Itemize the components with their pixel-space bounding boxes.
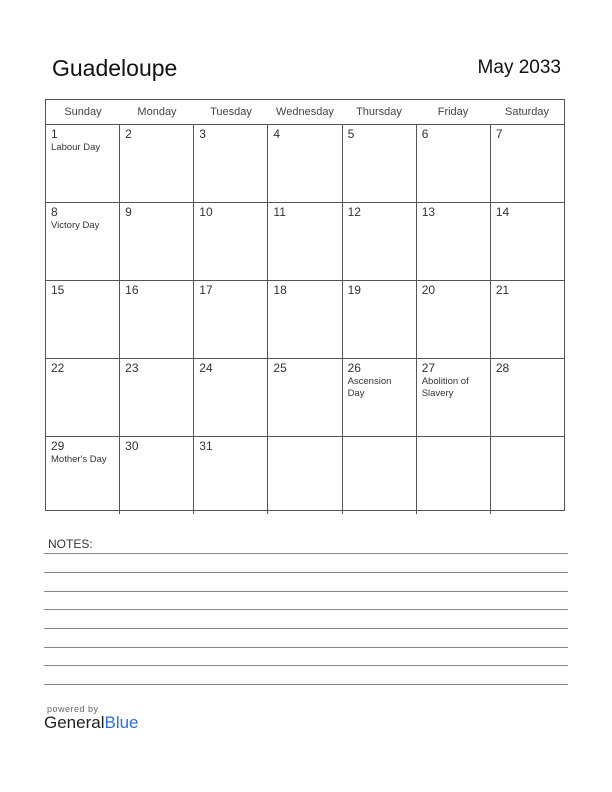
day-number: 14 xyxy=(495,205,510,219)
day-cell xyxy=(417,203,491,280)
day-cell xyxy=(268,437,342,514)
day-cell xyxy=(120,281,194,358)
day-cell xyxy=(120,359,194,436)
holiday-label: Labour Day xyxy=(51,142,101,153)
day-number: 15 xyxy=(51,283,65,297)
day-cell xyxy=(194,437,268,514)
day-number: 21 xyxy=(495,283,510,297)
day-number: 12 xyxy=(347,205,361,219)
day-number: 3 xyxy=(199,127,206,141)
day-cell xyxy=(268,125,342,202)
holiday-label: Abolition of Slavery xyxy=(421,376,469,399)
day-cell xyxy=(491,281,564,358)
day-number: 5 xyxy=(347,127,355,141)
day-cell xyxy=(417,281,491,358)
brand-blue: Blue xyxy=(104,713,139,732)
day-cell xyxy=(120,125,194,202)
calendar-weeks xyxy=(46,125,564,514)
day-number: 4 xyxy=(273,127,281,141)
weekday-header-row xyxy=(46,100,564,125)
day-cell xyxy=(194,125,268,202)
note-line xyxy=(44,572,568,573)
weekday-friday: Friday xyxy=(437,106,469,118)
day-number: 19 xyxy=(347,283,361,297)
note-line xyxy=(44,609,568,610)
weekday-thursday: Thursday xyxy=(356,106,402,118)
day-cell xyxy=(491,437,564,514)
note-line xyxy=(44,553,568,554)
weekday-monday: Monday xyxy=(137,106,177,118)
holiday-label: Ascension Day xyxy=(347,376,392,399)
day-number: 7 xyxy=(495,127,503,141)
calendar-week-row xyxy=(46,437,564,514)
day-number: 17 xyxy=(199,283,213,297)
weekday-tuesday: Tuesday xyxy=(210,106,252,118)
day-cell xyxy=(268,203,342,280)
calendar-title: Guadeloupe xyxy=(52,55,178,81)
day-number: 2 xyxy=(125,127,132,141)
day-cell xyxy=(194,281,268,358)
day-cell xyxy=(268,281,342,358)
day-number: 23 xyxy=(125,361,139,375)
calendar-week-row xyxy=(46,125,564,203)
day-number: 18 xyxy=(273,283,287,297)
day-cell xyxy=(343,125,417,202)
day-cell xyxy=(417,437,491,514)
day-number: 11 xyxy=(273,205,286,219)
day-cell xyxy=(343,359,417,436)
day-number: 8 xyxy=(51,205,58,219)
weekday-wednesday: Wednesday xyxy=(276,106,334,118)
day-cell xyxy=(120,437,194,514)
holiday-label: Mother's Day xyxy=(51,454,107,465)
holiday-label: Victory Day xyxy=(51,220,100,231)
day-cell xyxy=(46,203,120,280)
day-number: 9 xyxy=(125,205,132,219)
note-line xyxy=(44,628,568,629)
day-number: 28 xyxy=(495,361,510,375)
day-number: 22 xyxy=(51,361,65,375)
day-number: 29 xyxy=(51,439,65,453)
day-number: 26 xyxy=(347,361,361,375)
day-cell xyxy=(46,125,120,202)
day-cell xyxy=(46,359,120,436)
day-cell xyxy=(491,125,564,202)
day-number: 10 xyxy=(199,205,213,219)
day-number: 1 xyxy=(51,127,58,141)
calendar-week-row xyxy=(46,359,564,437)
weekday-sunday: Sunday xyxy=(64,106,102,118)
day-cell xyxy=(417,125,491,202)
day-cell xyxy=(491,359,564,436)
day-cell xyxy=(268,359,342,436)
day-cell xyxy=(46,281,120,358)
day-cell xyxy=(46,437,120,514)
calendar-grid xyxy=(45,99,565,511)
weekday-saturday: Saturday xyxy=(504,106,550,118)
note-line xyxy=(44,684,568,685)
day-number: 16 xyxy=(125,283,139,297)
note-line xyxy=(44,647,568,648)
day-cell xyxy=(343,281,417,358)
day-number: 31 xyxy=(199,439,213,453)
notes-label: NOTES: xyxy=(48,537,93,551)
day-cell xyxy=(491,203,564,280)
day-cell xyxy=(194,203,268,280)
calendar-month: May 2033 xyxy=(477,57,561,78)
day-cell xyxy=(194,359,268,436)
note-line xyxy=(44,591,568,592)
day-number: 25 xyxy=(273,361,287,375)
note-line xyxy=(44,665,568,666)
day-cell xyxy=(343,203,417,280)
day-number: 24 xyxy=(199,361,213,375)
day-number: 6 xyxy=(421,127,429,141)
brand-logo xyxy=(44,704,139,732)
day-number: 30 xyxy=(125,439,139,453)
day-cell xyxy=(417,359,491,436)
day-number: 13 xyxy=(421,205,436,219)
calendar-week-row xyxy=(46,203,564,281)
brand-general: General xyxy=(44,713,105,732)
day-cell xyxy=(343,437,417,514)
powered-by-text: powered by xyxy=(47,704,99,714)
day-number: 27 xyxy=(421,361,436,375)
brand-name xyxy=(44,714,139,732)
day-number: 20 xyxy=(421,283,436,297)
day-cell xyxy=(120,203,194,280)
calendar-week-row xyxy=(46,281,564,359)
